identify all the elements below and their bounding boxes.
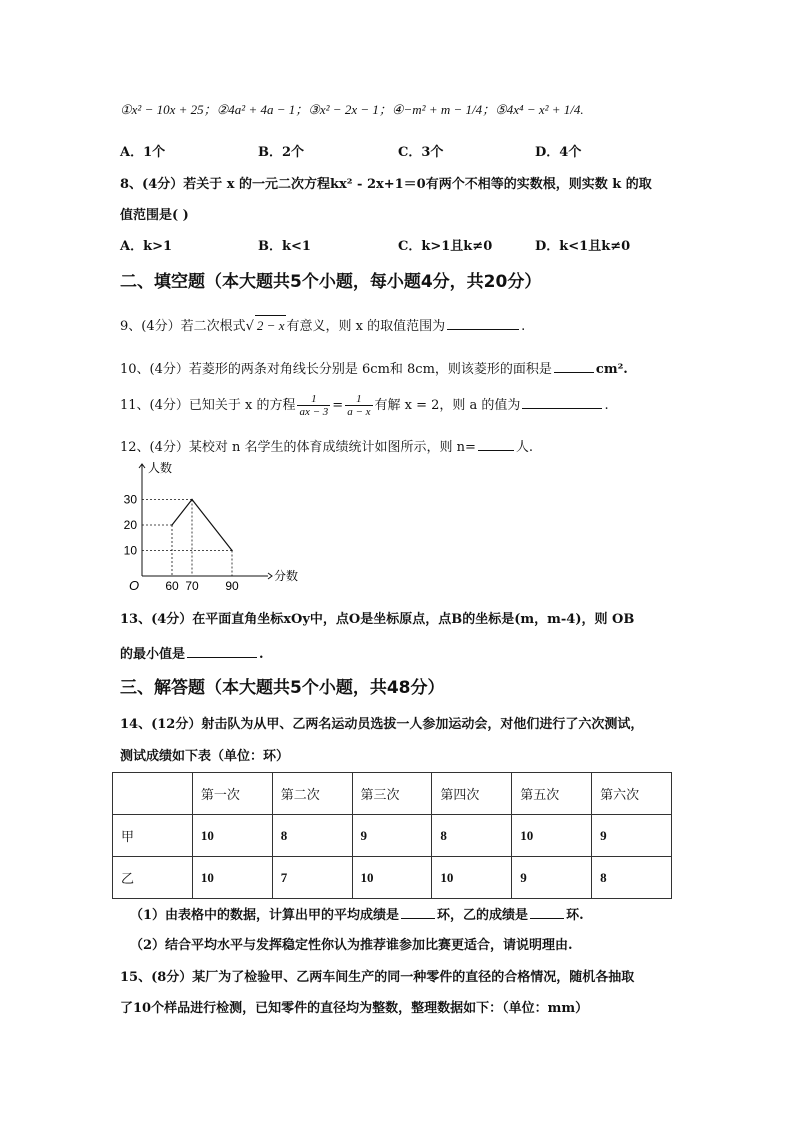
q15-line1: 15、(8分）某厂为了检验甲、乙两车间生产的同一种零件的直径的合格情况，随机各抽取 <box>120 970 635 985</box>
q8-stem-line1: 8、(4分）若关于 x 的一元二次方程kx² - 2x+1＝0有两个不相等的实数根，则实数 k 的取 <box>120 177 652 192</box>
q7-option-c[interactable]: C．3个 <box>398 145 444 160</box>
q11-mid: 有解 x = 2，则 a 的值为 <box>374 398 521 413</box>
table-header-cell <box>113 773 193 815</box>
table-cell-athlete: 甲 <box>113 815 193 857</box>
q14-line1: 14、(12分）射击队为从甲、乙两名运动员选拔一人参加运动会，对他们进行了六次测试， <box>120 717 644 732</box>
q11-f2-num: 1 <box>345 393 372 406</box>
table-header-cell: 第六次 <box>592 773 672 815</box>
q13-answer-blank[interactable] <box>187 643 257 658</box>
q11-fraction-right <box>345 393 372 418</box>
y-tick-label: 20 <box>123 518 137 532</box>
section-fill-in-title: 二、填空题（本大题共5个小题，每小题4分，共20分） <box>120 272 542 292</box>
section-answer-title: 三、解答题（本大题共5个小题，共48分） <box>120 678 445 698</box>
data-point <box>231 550 233 552</box>
q13-line2 <box>120 643 264 665</box>
q8-option-d[interactable]: D．k<1且k≠0 <box>535 239 631 254</box>
q12-answer-blank[interactable] <box>478 436 514 451</box>
q7-option-b[interactable]: B．2个 <box>258 145 305 160</box>
table-header-cell: 第五次 <box>512 773 592 815</box>
series-line <box>172 500 232 551</box>
q12-prefix: 12、(4分）某校对 n 名学生的体育成绩统计如图所示，则 n= <box>120 440 476 455</box>
table-cell: 10 <box>192 857 272 899</box>
q12 <box>120 436 533 458</box>
q15-line2: 了10个样品进行检测，已知零件的直径均为整数，整理数据如下：（单位：mm） <box>120 1001 589 1016</box>
q11-f1-den: ax − 3 <box>299 406 329 418</box>
q9-end: . <box>521 319 526 334</box>
q11-prefix: 11、(4分）已知关于 x 的方程 <box>120 398 296 413</box>
table-header-row <box>113 773 672 815</box>
table-cell: 10 <box>352 857 432 899</box>
q9-prefix: 9、(4分）若二次根式 <box>120 319 246 334</box>
q8-option-b[interactable]: B．k<1 <box>258 239 311 254</box>
q14-score-table <box>112 772 672 899</box>
y-tick-label: 10 <box>123 543 137 558</box>
q12-score-chart <box>120 458 320 598</box>
q14-sub1-end: 环. <box>566 908 584 923</box>
q9-radicand: 2 − x <box>255 315 287 336</box>
q14-line2: 测试成绩如下表（单位：环） <box>120 749 290 764</box>
q10 <box>120 358 628 380</box>
q10-answer-blank[interactable] <box>554 358 594 373</box>
table-cell: 10 <box>512 815 592 857</box>
table-cell: 8 <box>432 815 512 857</box>
table-header-cell: 第一次 <box>192 773 272 815</box>
table-cell: 8 <box>592 857 672 899</box>
table-cell: 8 <box>272 815 352 857</box>
q13-line2-prefix: 的最小值是 <box>120 647 186 662</box>
table-cell: 9 <box>512 857 592 899</box>
x-axis-label: 分数 <box>274 569 299 583</box>
table-header-cell: 第二次 <box>272 773 352 815</box>
table-cell: 7 <box>272 857 352 899</box>
q9 <box>120 315 525 337</box>
data-point <box>191 499 193 501</box>
q8-option-c[interactable]: C．k>1且k≠0 <box>398 239 493 254</box>
q7-option-d[interactable]: D．4个 <box>535 145 582 160</box>
q8-option-a[interactable]: A．k>1 <box>120 239 173 254</box>
origin-label: O <box>128 578 140 593</box>
q11-fraction-left <box>297 393 330 418</box>
y-tick-label: 30 <box>123 492 137 507</box>
chart-guides <box>142 500 232 577</box>
q10-prefix: 10、(4分）若菱形的两条对角线长分别是 6cm和 8cm，则该菱形的面积是 <box>120 362 552 377</box>
q14-jia-avg-blank[interactable] <box>401 904 435 919</box>
q7-items-text: ①x² − 10x + 25；②4a² + 4a − 1；③x² − 2x − 1；④−m² + m − 1/4；⑤4x⁴ − x² + 1/4. <box>120 102 584 117</box>
table-cell: 10 <box>192 815 272 857</box>
x-tick-label: 60 <box>165 579 179 593</box>
chart-labels <box>124 460 298 593</box>
q11-eq: = <box>332 398 344 413</box>
x-tick-label: 70 <box>185 579 199 593</box>
table-cell: 9 <box>352 815 432 857</box>
q9-suffix: 有意义，则 x 的取值范围为 <box>286 319 446 334</box>
chart-line <box>171 499 233 552</box>
q11 <box>120 392 609 420</box>
q11-f1-num: 1 <box>297 393 330 406</box>
q11-f2-den: a − x <box>347 406 371 418</box>
q12-suffix: 人. <box>515 440 534 455</box>
q11-end: . <box>604 398 609 413</box>
x-axis-arrow-icon <box>268 573 272 579</box>
q7-items <box>120 100 584 121</box>
q14-sub1 <box>130 904 584 926</box>
q13-end: . <box>259 647 264 662</box>
data-point <box>171 524 173 526</box>
q14-sub2: （2）结合平均水平与发挥稳定性你认为推荐谁参加比赛更适合，请说明理由. <box>130 938 573 953</box>
q8-stem-line2: 值范围是( ) <box>120 208 189 223</box>
table-header-cell: 第三次 <box>352 773 432 815</box>
table-row <box>113 815 672 857</box>
chart-axes <box>139 464 272 579</box>
q14-sub1-prefix: （1）由表格中的数据，计算出甲的平均成绩是 <box>130 908 400 923</box>
table-cell-athlete: 乙 <box>113 857 193 899</box>
x-tick-label: 90 <box>225 579 239 593</box>
q9-answer-blank[interactable] <box>447 315 519 330</box>
table-cell: 9 <box>592 815 672 857</box>
q14-sub1-mid: 环，乙的成绩是 <box>437 908 529 923</box>
q10-unit: cm². <box>595 362 628 377</box>
y-axis-label: 人数 <box>148 461 173 475</box>
q14-yi-avg-blank[interactable] <box>530 904 564 919</box>
table-row <box>113 857 672 899</box>
q13-line1: 13、(4分）在平面直角坐标xOy中，点O是坐标原点，点B的坐标是(m，m-4)，则 OB <box>120 612 635 627</box>
q7-option-a[interactable]: A．1个 <box>120 145 166 160</box>
table-header-cell: 第四次 <box>432 773 512 815</box>
table-cell: 10 <box>432 857 512 899</box>
sqrt-icon: √ <box>245 319 254 334</box>
q11-answer-blank[interactable] <box>522 394 602 409</box>
